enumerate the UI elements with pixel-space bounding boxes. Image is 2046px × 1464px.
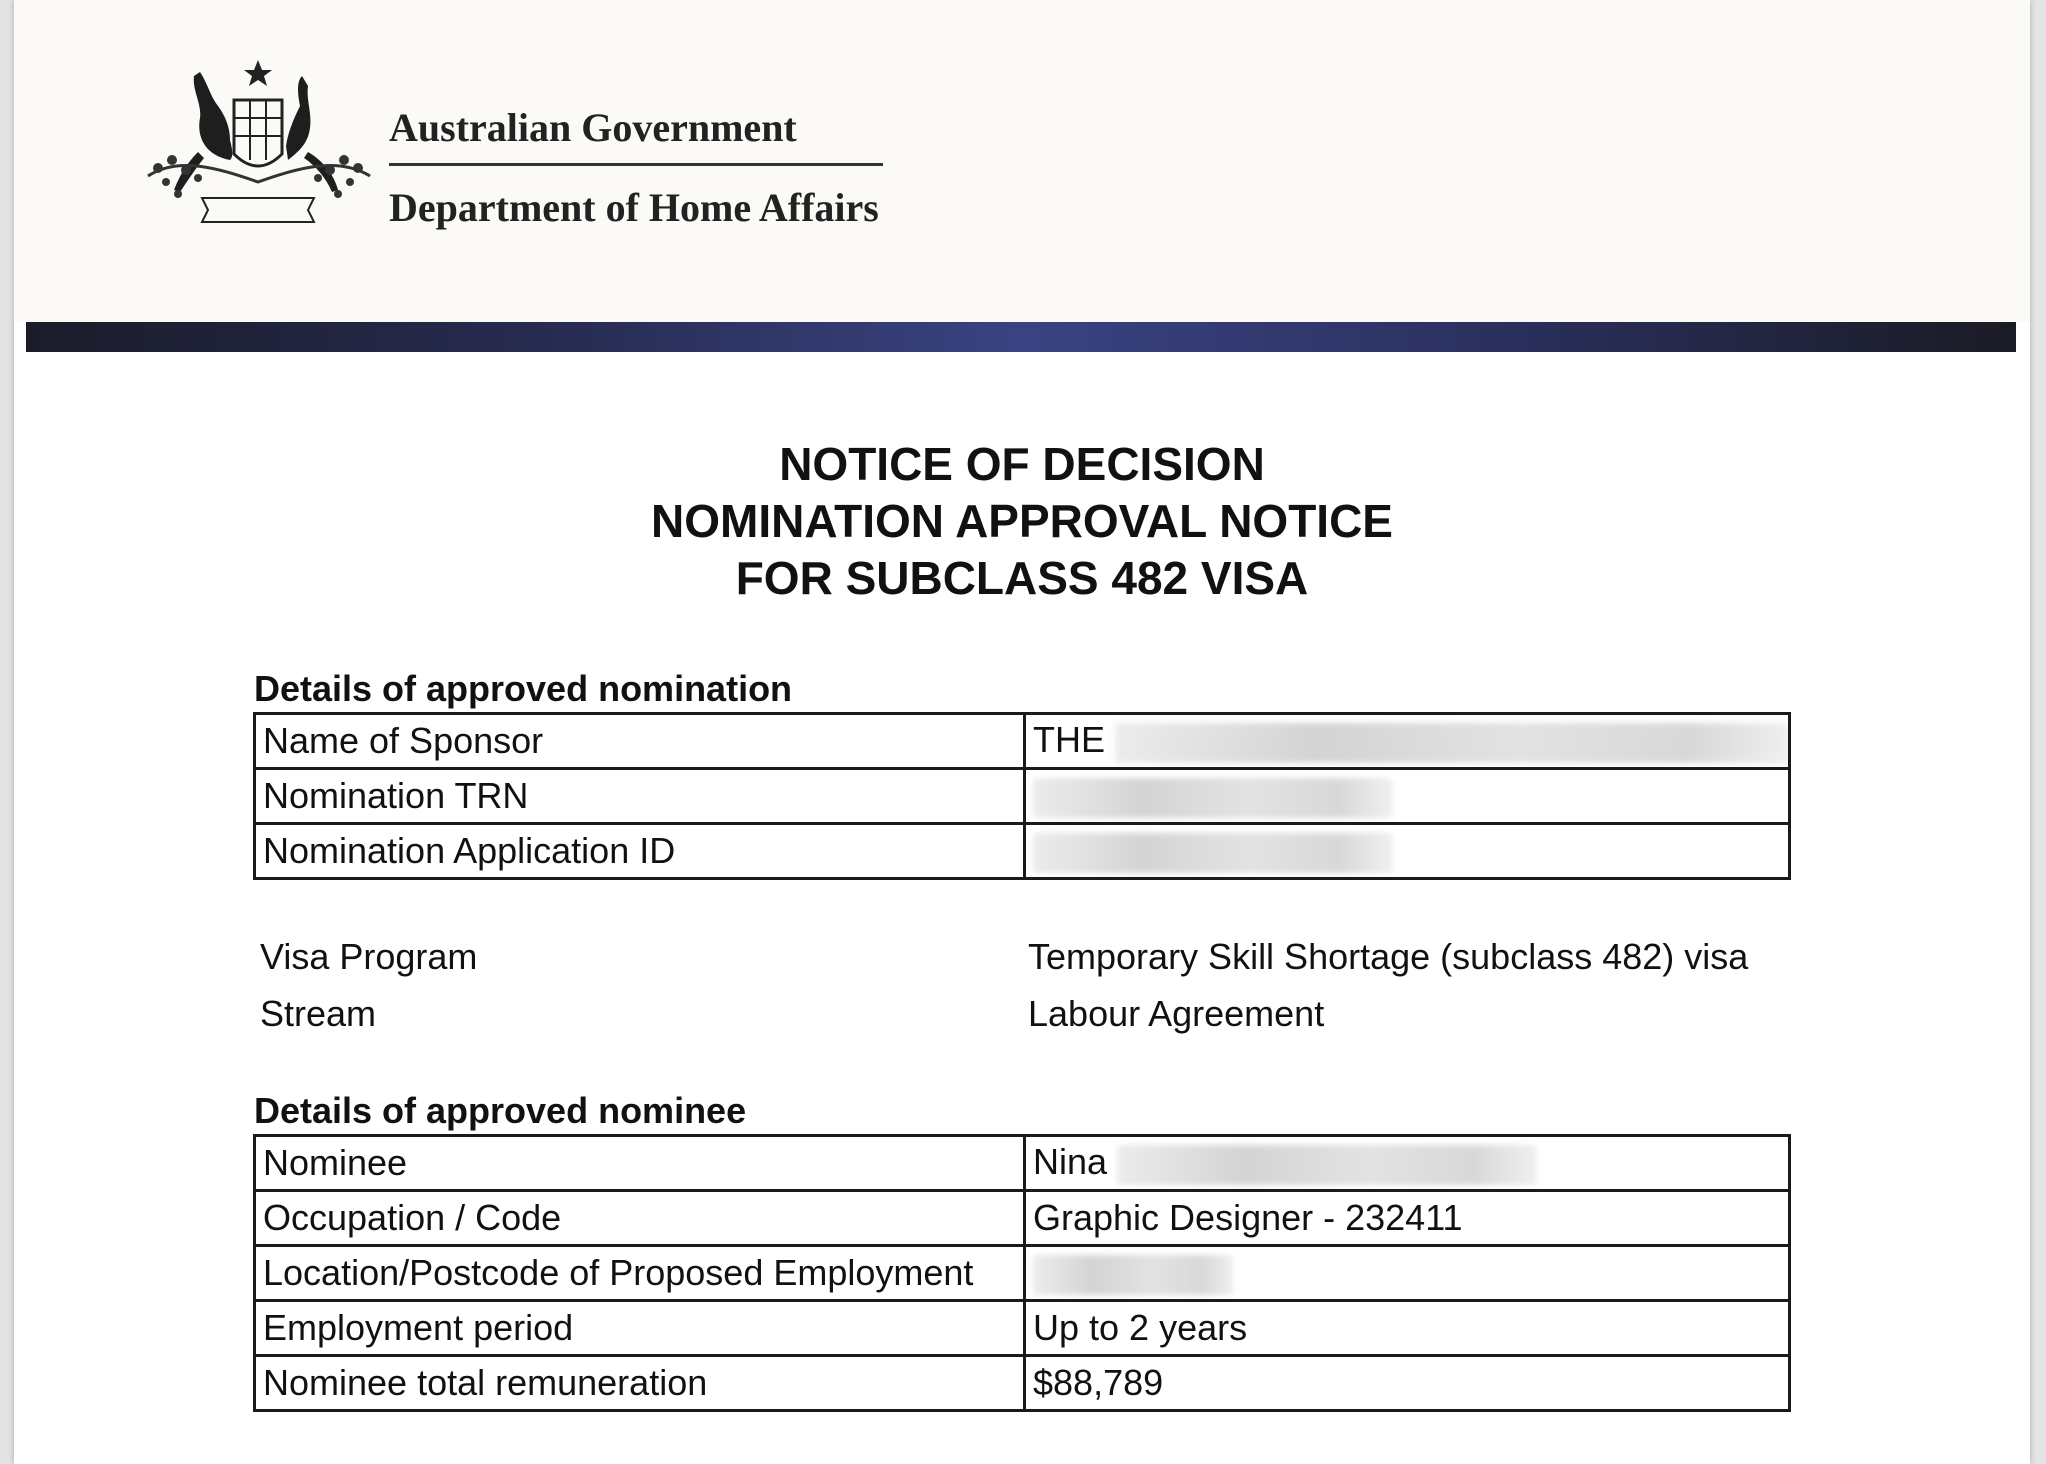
table-row <box>255 1301 1790 1356</box>
table-row <box>255 824 1790 879</box>
title-line: FOR SUBCLASS 482 VISA <box>735 552 1309 604</box>
occupation-value: Graphic Designer - 232411 <box>1025 1191 1790 1246</box>
visa-program-value: Temporary Skill Shortage (subclass 482) visa <box>1028 936 1749 977</box>
department-name: Department of Home Affairs <box>389 185 879 230</box>
redacted-text <box>1117 1145 1537 1185</box>
letterhead <box>14 0 2030 322</box>
sponsor-value <box>1025 714 1790 769</box>
nomination-heading: Details of approved nomination <box>254 668 793 709</box>
trn-value <box>1025 769 1790 824</box>
nominee-value-text: Nina <box>1033 1141 1108 1183</box>
sponsor-value-text: THE <box>1033 719 1105 761</box>
stream-value: Labour Agreement <box>1028 993 1325 1034</box>
location-label: Location/Postcode of Proposed Employment <box>255 1246 1025 1301</box>
stream-label: Stream <box>260 993 377 1034</box>
government-name: Australian Government <box>389 105 797 150</box>
employment-period-label: Employment period <box>255 1301 1025 1356</box>
sponsor-label: Name of Sponsor <box>255 714 1025 769</box>
title-line: NOMINATION APPROVAL NOTICE <box>651 495 1393 547</box>
header-band <box>26 322 2016 352</box>
employment-period-value: Up to 2 years <box>1025 1301 1790 1356</box>
visa-program-label: Visa Program <box>260 936 478 977</box>
occupation-label: Occupation / Code <box>255 1191 1025 1246</box>
application-id-label: Nomination Application ID <box>255 824 1025 879</box>
table-row <box>255 1191 1790 1246</box>
title-line: NOTICE OF DECISION <box>779 438 1265 490</box>
redacted-text <box>1115 723 1789 763</box>
notice-title <box>14 436 2030 607</box>
redacted-text <box>1033 833 1393 873</box>
nomination-table <box>253 712 1791 880</box>
table-row <box>255 769 1790 824</box>
nominee-table <box>253 1134 1791 1412</box>
document-page <box>14 0 2030 1464</box>
remuneration-value: $88,789 <box>1025 1356 1790 1411</box>
table-row <box>255 714 1790 769</box>
table-row <box>255 1136 1790 1191</box>
nominee-heading: Details of approved nominee <box>254 1090 747 1131</box>
redacted-text <box>1033 778 1393 818</box>
nominee-label: Nominee <box>255 1136 1025 1191</box>
letterhead-divider <box>389 163 883 166</box>
coat-of-arms-icon <box>138 56 378 234</box>
nominee-value <box>1025 1136 1790 1191</box>
application-id-value <box>1025 824 1790 879</box>
trn-label: Nomination TRN <box>255 769 1025 824</box>
table-row <box>255 1246 1790 1301</box>
location-value <box>1025 1246 1790 1301</box>
table-row <box>255 1356 1790 1411</box>
redacted-text <box>1033 1255 1233 1295</box>
remuneration-label: Nominee total remuneration <box>255 1356 1025 1411</box>
